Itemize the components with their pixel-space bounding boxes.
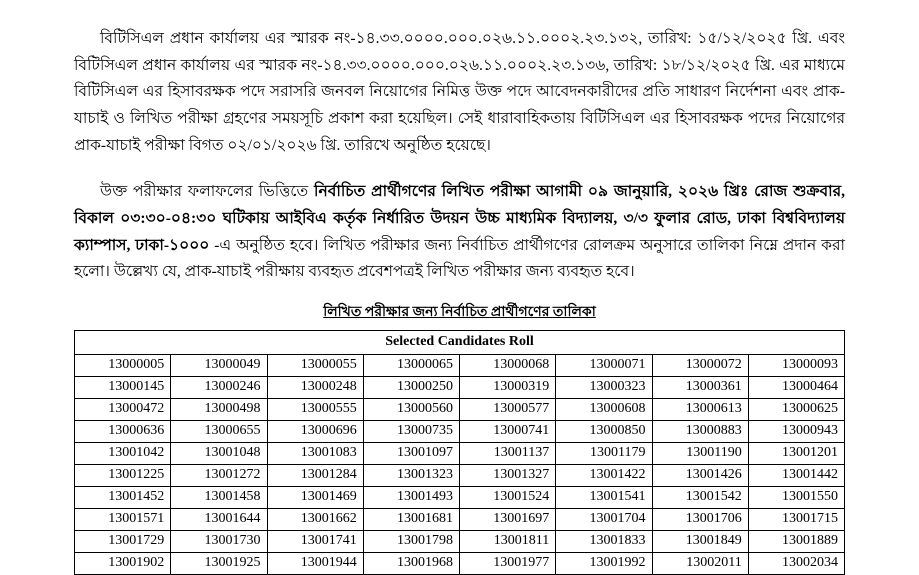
roll-cell: 13001729 bbox=[75, 530, 171, 552]
roll-cell: 13000613 bbox=[652, 398, 748, 420]
roll-cell: 13001992 bbox=[556, 552, 652, 574]
roll-cell: 13001272 bbox=[171, 464, 267, 486]
roll-cell: 13001542 bbox=[652, 486, 748, 508]
roll-cell: 13001323 bbox=[363, 464, 459, 486]
roll-cell: 13001225 bbox=[75, 464, 171, 486]
roll-cell: 13001452 bbox=[75, 486, 171, 508]
roll-cell: 13001833 bbox=[556, 530, 652, 552]
roll-cell: 13000850 bbox=[556, 420, 652, 442]
table-row bbox=[75, 464, 845, 486]
roll-cell: 13000472 bbox=[75, 398, 171, 420]
roll-cell: 13001083 bbox=[267, 442, 363, 464]
roll-cell: 13001048 bbox=[171, 442, 267, 464]
roll-cell: 13000883 bbox=[652, 420, 748, 442]
roll-cell: 13000555 bbox=[267, 398, 363, 420]
roll-cell: 13000943 bbox=[748, 420, 844, 442]
roll-cell: 13000071 bbox=[556, 354, 652, 376]
roll-cell: 13001458 bbox=[171, 486, 267, 508]
roll-cell: 13001977 bbox=[460, 552, 556, 574]
roll-cell: 13001493 bbox=[363, 486, 459, 508]
roll-cell: 13000636 bbox=[75, 420, 171, 442]
roll-cell: 13000560 bbox=[363, 398, 459, 420]
table-row bbox=[75, 442, 845, 464]
roll-cell: 13001442 bbox=[748, 464, 844, 486]
roll-cell: 13001097 bbox=[363, 442, 459, 464]
roll-cell: 13000498 bbox=[171, 398, 267, 420]
roll-cell: 13001902 bbox=[75, 552, 171, 574]
roll-cell: 13000068 bbox=[460, 354, 556, 376]
roll-cell: 13000361 bbox=[652, 376, 748, 398]
roll-cell: 13000577 bbox=[460, 398, 556, 420]
roll-cell: 13000005 bbox=[75, 354, 171, 376]
roll-cell: 13000093 bbox=[748, 354, 844, 376]
roll-cell: 13001889 bbox=[748, 530, 844, 552]
roll-cell: 13001662 bbox=[267, 508, 363, 530]
roll-cell: 13001697 bbox=[460, 508, 556, 530]
roll-cell: 13001644 bbox=[171, 508, 267, 530]
roll-cell: 13001190 bbox=[652, 442, 748, 464]
table-caption: লিখিত পরীক্ষার জন্য নির্বাচিত প্রার্থীগণের তালিকা bbox=[323, 304, 596, 320]
table-row bbox=[75, 530, 845, 552]
roll-cell: 13000625 bbox=[748, 398, 844, 420]
table-row bbox=[75, 398, 845, 420]
paragraph-exam-schedule bbox=[74, 179, 845, 286]
roll-cell: 13001179 bbox=[556, 442, 652, 464]
paragraph-notice-reference bbox=[74, 26, 845, 159]
table-row bbox=[75, 508, 845, 530]
roll-cell: 13001715 bbox=[748, 508, 844, 530]
table-row bbox=[75, 420, 845, 442]
roll-cell: 13000055 bbox=[267, 354, 363, 376]
table-header-cell: Selected Candidates Roll bbox=[75, 330, 845, 354]
roll-cell: 13001327 bbox=[460, 464, 556, 486]
roll-cell: 13001704 bbox=[556, 508, 652, 530]
roll-cell: 13000735 bbox=[363, 420, 459, 442]
roll-cell: 13001925 bbox=[171, 552, 267, 574]
roll-cell: 13001469 bbox=[267, 486, 363, 508]
paragraph-tail-text: -এ অনুষ্ঠিত হবে। লিখিত পরীক্ষার জন্য নির্বাচিত প্রার্থীগণের রোলক্রম অনুসারে তালিকা নিম্নে প্রদান করা হলো। উল্লেখ্য যে, প্রাক-যাচাই পরীক্ষায় ব্যবহৃত প্রবেশপত্রই লিখিত পরীক্ষার জন্য ব্যবহৃত হবে। bbox=[74, 236, 845, 281]
roll-cell: 13001706 bbox=[652, 508, 748, 530]
roll-cell: 13001968 bbox=[363, 552, 459, 574]
roll-cell: 13000145 bbox=[75, 376, 171, 398]
table-body bbox=[75, 354, 845, 574]
roll-cell: 13001811 bbox=[460, 530, 556, 552]
table-row bbox=[75, 354, 845, 376]
roll-cell: 13001422 bbox=[556, 464, 652, 486]
roll-cell: 13001524 bbox=[460, 486, 556, 508]
roll-cell: 13001426 bbox=[652, 464, 748, 486]
paragraph-text: বিটিসিএল প্রধান কার্যালয় এর স্মারক নং-১৪.৩৩.০০০০.০০০.০২৬.১১.০০০২.২৩.১৩২, তারিখ: ১৫/১২/২০২৫ খ্রি. এবং বিটিসিএল প্রধান কার্যালয় এর স্মারক নং-১৪.৩৩.০০০০.০০০.০২৬.১১.০০০২.২৩.১৩৬, তারিখ: ১৮/১২/২০২৫ খ্রি. এর মাধ্যমে বিটিসিএল এর হিসাবরক্ষক পদে সরাসরি জনবল নিয়োগের নিমিত্ত উক্ত পদে আবেদনকারীদের প্রতি সাধারণ নির্দেশনা এবং প্রাক-যাচাই ও লিখিত পরীক্ষা গ্রহণের সময়সূচি প্রকাশ করা হয়েছিল। সেই ধারাবাহিকতায় বিটিসিএল এর হিসাবরক্ষক পদের নিয়োগের প্রাক-যাচাই পরীক্ষা বিগত ০২/০১/২০২৬ খ্রি. তারিখে অনুষ্ঠিত হয়েছে। bbox=[74, 30, 845, 154]
roll-cell: 13000323 bbox=[556, 376, 652, 398]
roll-cell: 13001550 bbox=[748, 486, 844, 508]
roll-cell: 13001541 bbox=[556, 486, 652, 508]
paragraph-lead-text: উক্ত পরীক্ষার ফলাফলের ভিত্তিতে bbox=[100, 183, 315, 201]
roll-cell: 13000250 bbox=[363, 376, 459, 398]
roll-cell: 13002011 bbox=[652, 552, 748, 574]
roll-cell: 13002034 bbox=[748, 552, 844, 574]
roll-cell: 13000319 bbox=[460, 376, 556, 398]
roll-cell: 13001730 bbox=[171, 530, 267, 552]
roll-cell: 13001042 bbox=[75, 442, 171, 464]
roll-cell: 13000464 bbox=[748, 376, 844, 398]
roll-cell: 13000049 bbox=[171, 354, 267, 376]
roll-cell: 13000608 bbox=[556, 398, 652, 420]
roll-cell: 13001798 bbox=[363, 530, 459, 552]
roll-cell: 13001571 bbox=[75, 508, 171, 530]
roll-cell: 13001284 bbox=[267, 464, 363, 486]
roll-cell: 13000246 bbox=[171, 376, 267, 398]
table-header-row bbox=[75, 330, 845, 354]
roll-cell: 13000065 bbox=[363, 354, 459, 376]
roll-cell: 13001681 bbox=[363, 508, 459, 530]
roll-cell: 13001944 bbox=[267, 552, 363, 574]
selected-candidates-table bbox=[74, 330, 845, 575]
roll-cell: 13001849 bbox=[652, 530, 748, 552]
roll-cell: 13001741 bbox=[267, 530, 363, 552]
roll-cell: 13001137 bbox=[460, 442, 556, 464]
roll-cell: 13000072 bbox=[652, 354, 748, 376]
roll-cell: 13001201 bbox=[748, 442, 844, 464]
roll-cell: 13000696 bbox=[267, 420, 363, 442]
table-row bbox=[75, 486, 845, 508]
roll-cell: 13000741 bbox=[460, 420, 556, 442]
roll-cell: 13000248 bbox=[267, 376, 363, 398]
table-row bbox=[75, 376, 845, 398]
roll-cell: 13000655 bbox=[171, 420, 267, 442]
paragraph-highlight-text: নির্বাচিত প্রার্থীগণের লিখিত পরীক্ষা আগামী ০৯ জানুয়ারি, ২০২৬ খ্রিঃ রোজ শুক্রবার, বিকাল ০৩:৩০-০৪:৩০ ঘটিকায় আইবিএ কর্তৃক নির্ধারিত উদয়ন উচ্চ মাধ্যমিক বিদ্যালয়, ৩/৩ ফুলার রোড, ঢাকা বিশ্ববিদ্যালয় ক্যাম্পাস, ঢাকা-১০০০ bbox=[74, 183, 845, 254]
table-row bbox=[75, 552, 845, 574]
